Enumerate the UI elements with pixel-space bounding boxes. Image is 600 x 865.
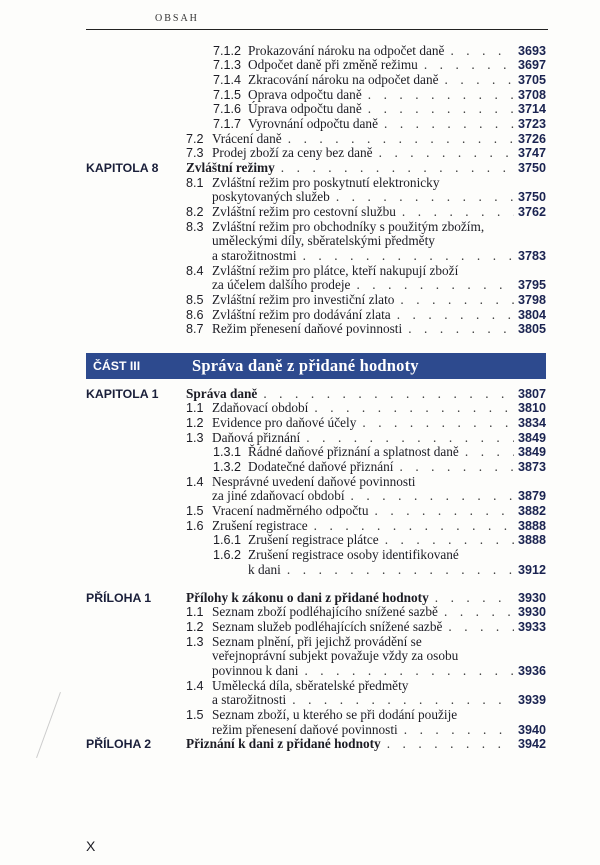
running-head: OBSAH bbox=[155, 13, 199, 24]
section-title: veřejnoprávní subjekt považuje vždy za osobu bbox=[212, 648, 459, 664]
section-title: Režim přenesení daňové povinnosti bbox=[212, 321, 403, 337]
page-number[interactable]: 3882 bbox=[517, 503, 546, 518]
page-number[interactable]: 3805 bbox=[517, 322, 546, 337]
dot-leader bbox=[393, 460, 514, 475]
chapter-label: PŘÍLOHA 1 bbox=[86, 590, 152, 605]
toc-entry-line bbox=[86, 737, 546, 752]
section-title: Seznam plnění, při jejichž provádění se bbox=[212, 633, 422, 649]
dot-leader bbox=[429, 591, 514, 606]
section-number: 7.1.6 bbox=[213, 102, 242, 117]
chapter-title: Zvláštní režimy bbox=[186, 159, 275, 175]
page-number[interactable]: 3942 bbox=[517, 737, 546, 752]
section-title: poskytovaných služeb bbox=[212, 189, 330, 205]
dot-leader bbox=[439, 73, 514, 88]
toc-entry-line bbox=[86, 460, 546, 475]
section-title: Daňová přiznání bbox=[212, 429, 301, 445]
chapter-label: KAPITOLA 8 bbox=[86, 160, 159, 175]
section-number: 8.5 bbox=[186, 292, 204, 307]
page-number[interactable]: 3849 bbox=[517, 430, 546, 445]
page-number[interactable]: 3708 bbox=[517, 87, 546, 102]
toc-entry-line bbox=[86, 635, 546, 650]
page-number[interactable]: 3888 bbox=[517, 533, 546, 548]
page-number[interactable]: 3804 bbox=[517, 307, 546, 322]
section-number: 8.3 bbox=[186, 219, 204, 234]
page-number[interactable]: 3726 bbox=[517, 131, 546, 146]
section-number: 1.1 bbox=[186, 605, 204, 620]
page-number[interactable]: 3834 bbox=[517, 416, 546, 430]
section-number: 1.3.2 bbox=[213, 459, 242, 474]
page-number[interactable]: 3939 bbox=[517, 693, 546, 708]
dot-leader bbox=[418, 58, 514, 73]
section-number: 1.2 bbox=[186, 416, 204, 430]
section-number: 1.3.1 bbox=[213, 445, 242, 460]
section-title: Zvláštní režim pro cestovní službu bbox=[212, 203, 396, 219]
page-number[interactable]: 3750 bbox=[517, 190, 546, 205]
scan-mark bbox=[36, 692, 61, 758]
section-title: Vyrovnání odpočtu daně bbox=[248, 115, 378, 131]
section-number: 7.3 bbox=[186, 146, 204, 161]
section-title: k dani bbox=[248, 561, 281, 577]
section-title: povinnou k dani bbox=[212, 662, 299, 678]
dot-leader bbox=[281, 563, 514, 578]
toc-entry-line bbox=[86, 132, 546, 147]
section-number: 1.6 bbox=[186, 518, 204, 533]
part-heading-band bbox=[86, 353, 546, 379]
page-number[interactable]: 3933 bbox=[517, 620, 546, 634]
toc-entry-line bbox=[86, 161, 546, 176]
page-number[interactable]: 3849 bbox=[517, 445, 546, 460]
section-title: a starožitnosti bbox=[212, 692, 287, 708]
toc-entry-line bbox=[86, 146, 546, 161]
dot-leader bbox=[379, 533, 514, 548]
toc-entry-line bbox=[86, 205, 546, 220]
dot-leader bbox=[444, 44, 514, 59]
toc-entry-line bbox=[86, 322, 546, 337]
toc-block-part-2-end bbox=[86, 44, 546, 337]
section-title: Zkracování nároku na odpočet daně bbox=[248, 72, 439, 87]
dot-leader bbox=[286, 693, 514, 708]
section-number: 8.6 bbox=[186, 307, 204, 322]
section-title: Oprava odpočtu daně bbox=[248, 86, 362, 102]
toc-block-appendices bbox=[86, 591, 546, 752]
page-number[interactable]: 3693 bbox=[517, 43, 546, 58]
section-number: 8.1 bbox=[186, 175, 204, 190]
page-folio: X bbox=[86, 838, 96, 854]
section-title: Nesprávné uvedení daňové povinnosti bbox=[212, 473, 416, 489]
section-number: 1.3 bbox=[186, 430, 204, 445]
section-title: Seznam zboží podléhajícího snížené sazbě bbox=[212, 604, 438, 620]
section-number: 8.4 bbox=[186, 263, 204, 278]
dot-leader bbox=[356, 416, 514, 431]
toc-entry-line bbox=[86, 693, 546, 708]
dot-leader bbox=[381, 737, 514, 752]
section-title: Zvláštní režim pro plátce, kteří nakupují zboží bbox=[212, 262, 459, 278]
toc-entry-line bbox=[86, 664, 546, 679]
dot-leader bbox=[345, 489, 514, 504]
page-number[interactable]: 3873 bbox=[517, 459, 546, 474]
section-number: 7.2 bbox=[186, 131, 204, 146]
chapter-label: KAPITOLA 1 bbox=[86, 386, 159, 401]
page-number[interactable]: 3723 bbox=[517, 116, 546, 131]
chapter-title: Správa daně bbox=[186, 385, 258, 401]
toc-entry-line bbox=[86, 591, 546, 606]
page-number[interactable]: 3795 bbox=[517, 278, 546, 293]
header-rule bbox=[86, 29, 548, 30]
section-title: režim přenesení daňové povinnosti bbox=[212, 721, 398, 737]
dot-leader bbox=[438, 605, 514, 620]
section-number: 1.6.2 bbox=[213, 547, 242, 562]
section-title: Úprava odpočtu daně bbox=[248, 101, 362, 117]
dot-leader bbox=[330, 190, 514, 205]
section-title: Zrušení registrace bbox=[212, 517, 308, 533]
section-title: Zrušení registrace plátce bbox=[248, 532, 379, 548]
dot-leader bbox=[373, 146, 514, 161]
section-number: 8.7 bbox=[186, 322, 204, 337]
section-number: 7.1.5 bbox=[213, 87, 242, 102]
page-number[interactable]: 3762 bbox=[517, 204, 546, 219]
section-title: Vracení nadměrného odpočtu bbox=[212, 502, 369, 518]
section-title: Zvláštní režim pro investiční zlato bbox=[212, 291, 395, 307]
section-number: 1.5 bbox=[186, 503, 204, 518]
toc-entry-line bbox=[86, 117, 546, 132]
toc-entry-line bbox=[86, 278, 546, 293]
toc-entry-line bbox=[86, 176, 546, 191]
toc-entry-line bbox=[86, 519, 546, 534]
toc-entry-line bbox=[86, 234, 546, 249]
toc-entry-line bbox=[86, 88, 546, 103]
dot-leader bbox=[350, 278, 514, 293]
toc-entry-line bbox=[86, 605, 546, 620]
page-number[interactable]: 3750 bbox=[517, 160, 546, 175]
page-number[interactable]: 3930 bbox=[517, 590, 546, 605]
dot-leader bbox=[459, 445, 514, 460]
toc-entry-line bbox=[86, 73, 546, 88]
page-number[interactable]: 3783 bbox=[517, 248, 546, 263]
toc-entry-line bbox=[86, 620, 546, 635]
section-title: Řádné daňové přiznání a splatnost daně bbox=[248, 444, 459, 460]
dot-leader bbox=[308, 401, 514, 416]
section-title: Zrušení registrace osoby identifikované bbox=[248, 546, 459, 562]
page-number[interactable]: 3930 bbox=[517, 605, 546, 620]
toc-entry-line bbox=[86, 190, 546, 205]
section-number: 1.6.1 bbox=[213, 533, 242, 548]
chapter-title: Přílohy k zákonu o dani z přidané hodnoty bbox=[186, 589, 429, 605]
toc-entry-line bbox=[86, 708, 546, 723]
page-number[interactable]: 3810 bbox=[517, 401, 546, 416]
toc-entry-line bbox=[86, 249, 546, 264]
section-number: 1.4 bbox=[186, 474, 204, 489]
toc-entry-line bbox=[86, 431, 546, 446]
dot-leader bbox=[394, 293, 514, 308]
page-number[interactable]: 3798 bbox=[517, 292, 546, 307]
page-number[interactable]: 3747 bbox=[517, 146, 546, 161]
section-number: 7.1.2 bbox=[213, 43, 242, 58]
section-number: 7.1.4 bbox=[213, 73, 242, 87]
toc-entry-line bbox=[86, 679, 546, 694]
dot-leader bbox=[378, 117, 514, 132]
chapter-label: PŘÍLOHA 2 bbox=[86, 737, 152, 752]
dot-leader bbox=[396, 205, 514, 220]
toc-entry-line bbox=[86, 548, 546, 563]
toc-entry-line bbox=[86, 489, 546, 504]
section-number: 1.1 bbox=[186, 401, 204, 416]
part-title: Správa daně z přidané hodnoty bbox=[192, 356, 419, 375]
toc-block-chapter-1 bbox=[86, 387, 546, 578]
toc-entry-line bbox=[86, 445, 546, 460]
section-number: 7.1.7 bbox=[213, 116, 242, 131]
toc-entry-line bbox=[86, 504, 546, 519]
dot-leader bbox=[362, 102, 514, 117]
page-number[interactable]: 3705 bbox=[517, 73, 546, 87]
section-number: 7.1.3 bbox=[213, 58, 242, 73]
section-title: Seznam zboží, u kterého se při dodání použije bbox=[212, 706, 458, 722]
toc-entry-line bbox=[86, 58, 546, 73]
section-title: a starožitnostmi bbox=[212, 247, 297, 263]
toc-entry-line bbox=[86, 220, 546, 235]
page-number[interactable]: 3888 bbox=[517, 518, 546, 533]
section-title: Zvláštní režim pro poskytnutí elektronicky bbox=[212, 174, 440, 190]
dot-leader bbox=[282, 132, 514, 147]
section-title: Prodej zboží za ceny bez daně bbox=[212, 145, 373, 161]
dot-leader bbox=[398, 723, 514, 738]
page-number[interactable]: 3697 bbox=[517, 58, 546, 73]
toc-entry-line bbox=[86, 102, 546, 117]
toc-entry-line bbox=[86, 649, 546, 664]
toc-entry-line bbox=[86, 401, 546, 416]
dot-leader bbox=[369, 504, 514, 519]
section-number: 1.4 bbox=[186, 678, 204, 693]
section-title: Umělecká díla, sběratelské předměty bbox=[212, 677, 409, 693]
toc-entry-line bbox=[86, 475, 546, 490]
section-title: Odpočet daně při změně režimu bbox=[248, 57, 418, 73]
page-number[interactable]: 3936 bbox=[517, 663, 546, 678]
dot-leader bbox=[442, 620, 514, 635]
page-number[interactable]: 3912 bbox=[517, 562, 546, 577]
toc-entry-line bbox=[86, 264, 546, 279]
section-title: Zvláštní režim pro obchodníky s použitým zbožím, bbox=[212, 218, 485, 234]
section-number: 8.2 bbox=[186, 204, 204, 219]
section-number: 1.2 bbox=[186, 620, 204, 634]
dot-leader bbox=[298, 664, 514, 679]
dot-leader bbox=[275, 161, 514, 176]
section-title: Zdaňovací období bbox=[212, 400, 309, 416]
section-title: uměleckými díly, sběratelskými předměty bbox=[212, 233, 435, 249]
dot-leader bbox=[308, 519, 514, 534]
section-title: za jiné zdaňovací období bbox=[212, 488, 345, 504]
toc-entry-line bbox=[86, 533, 546, 548]
toc-entry-line bbox=[86, 563, 546, 578]
section-number: 1.5 bbox=[186, 707, 204, 722]
toc-entry-line bbox=[86, 416, 546, 431]
dot-leader bbox=[402, 322, 514, 337]
page-number[interactable]: 3714 bbox=[517, 102, 546, 117]
section-title: Zvláštní režim pro dodávání zlata bbox=[212, 306, 391, 322]
section-title: Prokazování nároku na odpočet daně bbox=[248, 42, 445, 58]
toc-entry-line bbox=[86, 293, 546, 308]
page-number[interactable]: 3807 bbox=[517, 386, 546, 401]
toc-entry-line bbox=[86, 308, 546, 323]
section-number: 1.3 bbox=[186, 634, 204, 649]
page-number[interactable]: 3940 bbox=[517, 722, 546, 737]
toc-entry-line bbox=[86, 723, 546, 738]
toc-entry-line bbox=[86, 387, 546, 402]
chapter-title: Přiznání k dani z přidané hodnoty bbox=[186, 736, 381, 752]
section-title: Dodatečné daňové přiznání bbox=[248, 458, 394, 474]
toc-entry-line bbox=[86, 44, 546, 59]
dot-leader bbox=[391, 308, 514, 323]
dot-leader bbox=[257, 387, 514, 402]
dot-leader bbox=[362, 88, 514, 103]
section-title: za účelem dalšího prodeje bbox=[212, 277, 351, 293]
page-number[interactable]: 3879 bbox=[517, 489, 546, 504]
section-title: Vrácení daně bbox=[212, 130, 282, 146]
part-label: ČÁST III bbox=[93, 359, 141, 373]
section-title: Evidence pro daňové účely bbox=[212, 415, 357, 430]
dot-leader bbox=[300, 431, 514, 446]
dot-leader bbox=[297, 249, 514, 264]
section-title: Seznam služeb podléhajících snížené sazbě bbox=[212, 619, 443, 634]
